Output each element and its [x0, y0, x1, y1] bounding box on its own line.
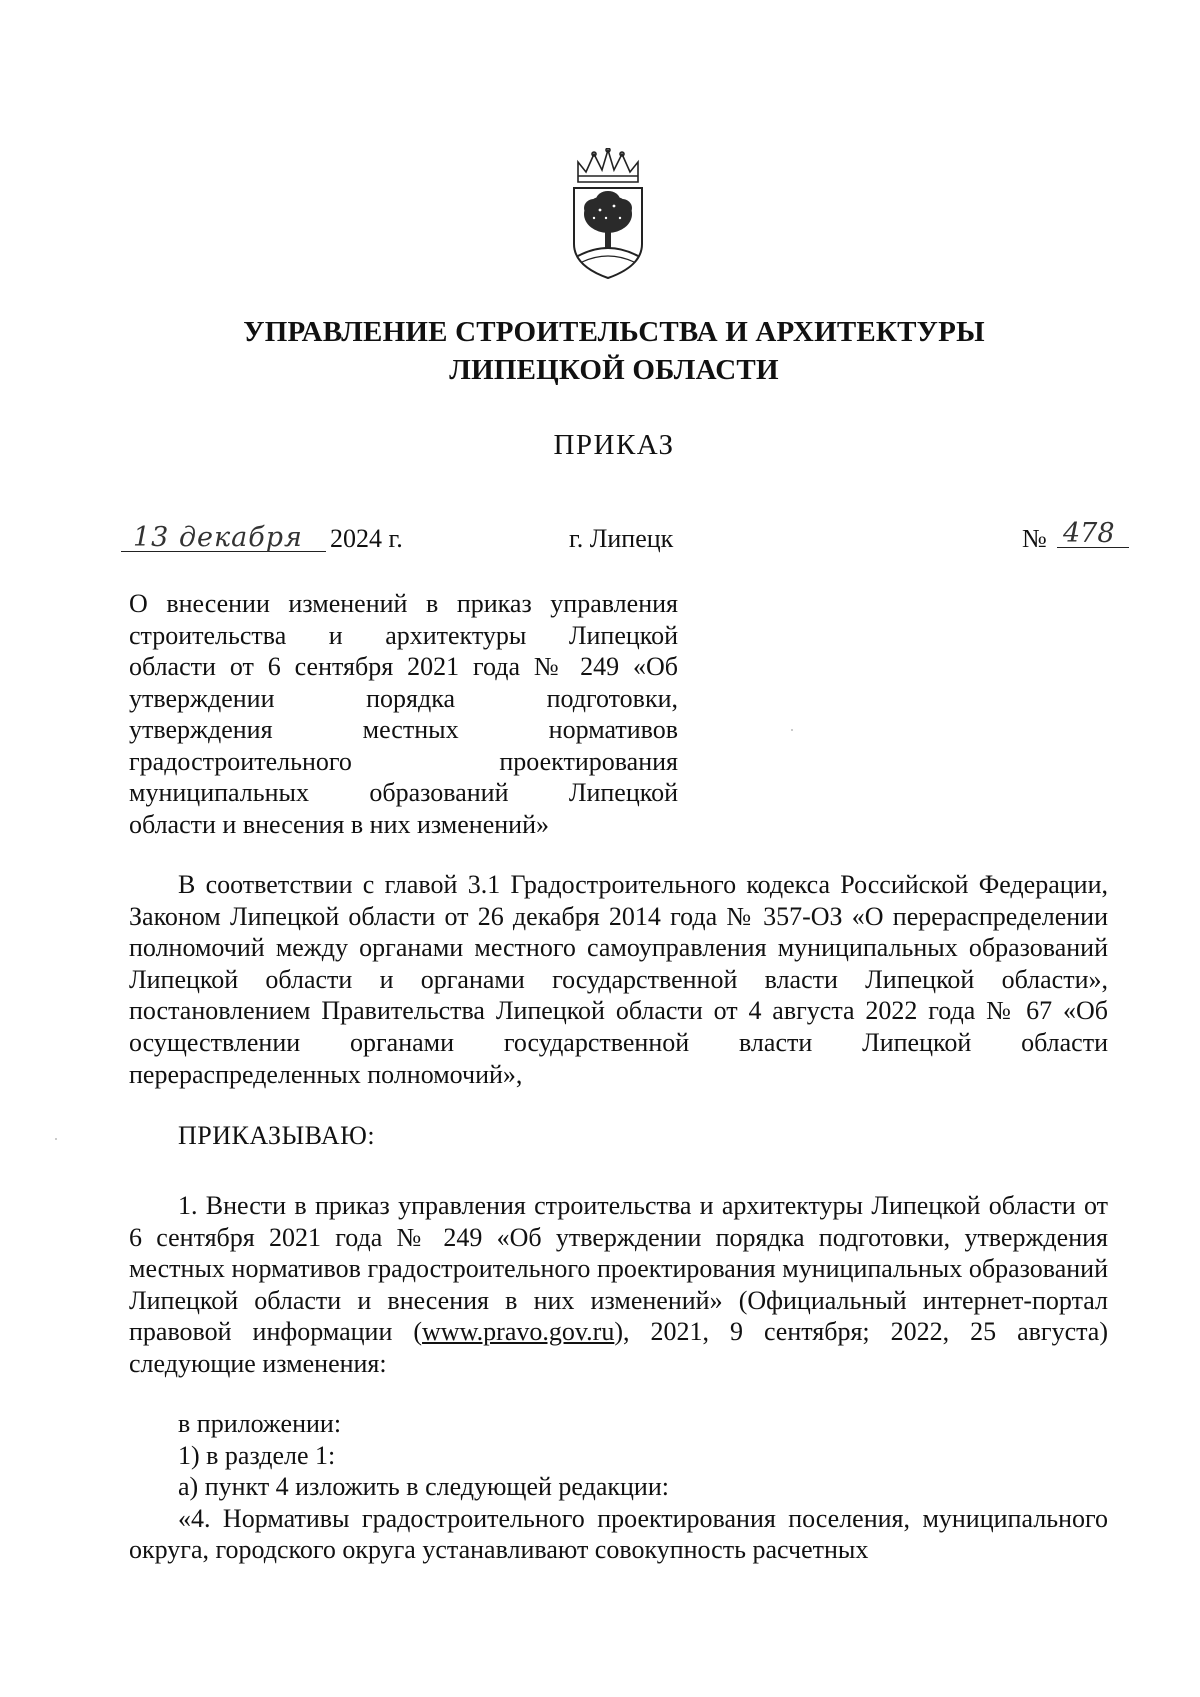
handwritten-date: 13 декабря [121, 522, 326, 552]
subject-line: О внесении изменений в приказ управления [129, 589, 678, 618]
subject-line: градостроительного проектирования [129, 746, 678, 776]
coat-of-arms-icon [570, 148, 646, 280]
organization-title-line1: УПРАВЛЕНИЕ СТРОИТЕЛЬСТВА И АРХИТЕКТУРЫ [243, 316, 985, 348]
document-type: ПРИКАЗ [553, 429, 675, 461]
quoted-point-4: «4. Нормативы градостроительного проектирования поселения, муниципального округа, городского округа устанавливают совокупность расчетных [129, 1503, 1108, 1565]
pravo-gov-link[interactable]: www.pravo.gov.ru [422, 1317, 615, 1347]
amendments-list [129, 1408, 1108, 1566]
scan-speck [791, 729, 793, 731]
point-line: а) пункт 4 изложить в следующей редакции: [178, 1472, 669, 1502]
section-line: 1) в разделе 1: [178, 1440, 336, 1470]
subject-line: утверждении порядка подготовки, [129, 683, 678, 713]
number-label: № [1022, 524, 1047, 553]
item-1-text: 1. Внести в приказ управления строительства и архитектуры Липецкой области от 6 сентября 2021 года № 249 «Об утверждении порядка подготовки, утверждения местных нормативов градостроительного проектирования муниципальных образований Липецкой области и внесения в них изменений» (Официальный интернет-портал правовой информации ( [129, 1191, 1108, 1347]
document-meta-row [0, 520, 1200, 562]
document-year: 2024 г. [330, 524, 403, 553]
preamble-paragraph: В соответствии с главой 3.1 Градостроительного кодекса Российской Федерации, Законом Липецкой области от 26 декабря 2014 года № 357-ОЗ «О перераспределении полномочий между органами местного самоуправления муниципальных образований Липецкой области и органами государственной власти Липецкой области», постановлением Правительства Липецкой области от 4 августа 2022 года № 67 «Об осуществлении органами государственной власти Липецкой области перераспределенных полномочий», [129, 870, 1108, 1089]
document-subject [129, 588, 678, 840]
scan-speck [55, 1138, 57, 1140]
organization-title-line2: ЛИПЕЦКОЙ ОБЛАСТИ [449, 354, 779, 386]
handwritten-number: 478 [1057, 518, 1129, 548]
organization-title [0, 313, 1200, 389]
order-word: ПРИКАЗЫВАЮ: [178, 1121, 376, 1150]
subject-line: утверждения местных нормативов [129, 715, 678, 744]
subject-line: области и внесения в них изменений» [129, 809, 549, 839]
document-city: г. Липецк [569, 524, 674, 553]
subject-line: муниципальных образований Липецкой [129, 778, 678, 807]
subject-line: области от 6 сентября 2021 года № 249 «Об [129, 652, 678, 681]
appendix-line: в приложении: [178, 1409, 342, 1438]
item-1-paragraph [129, 1190, 1108, 1380]
item-1-text-end: ), 2021, 9 сентября; 2022, 25 августа) следующие изменения: [129, 1317, 1108, 1378]
subject-line: строительства и архитектуры Липецкой [129, 620, 678, 650]
